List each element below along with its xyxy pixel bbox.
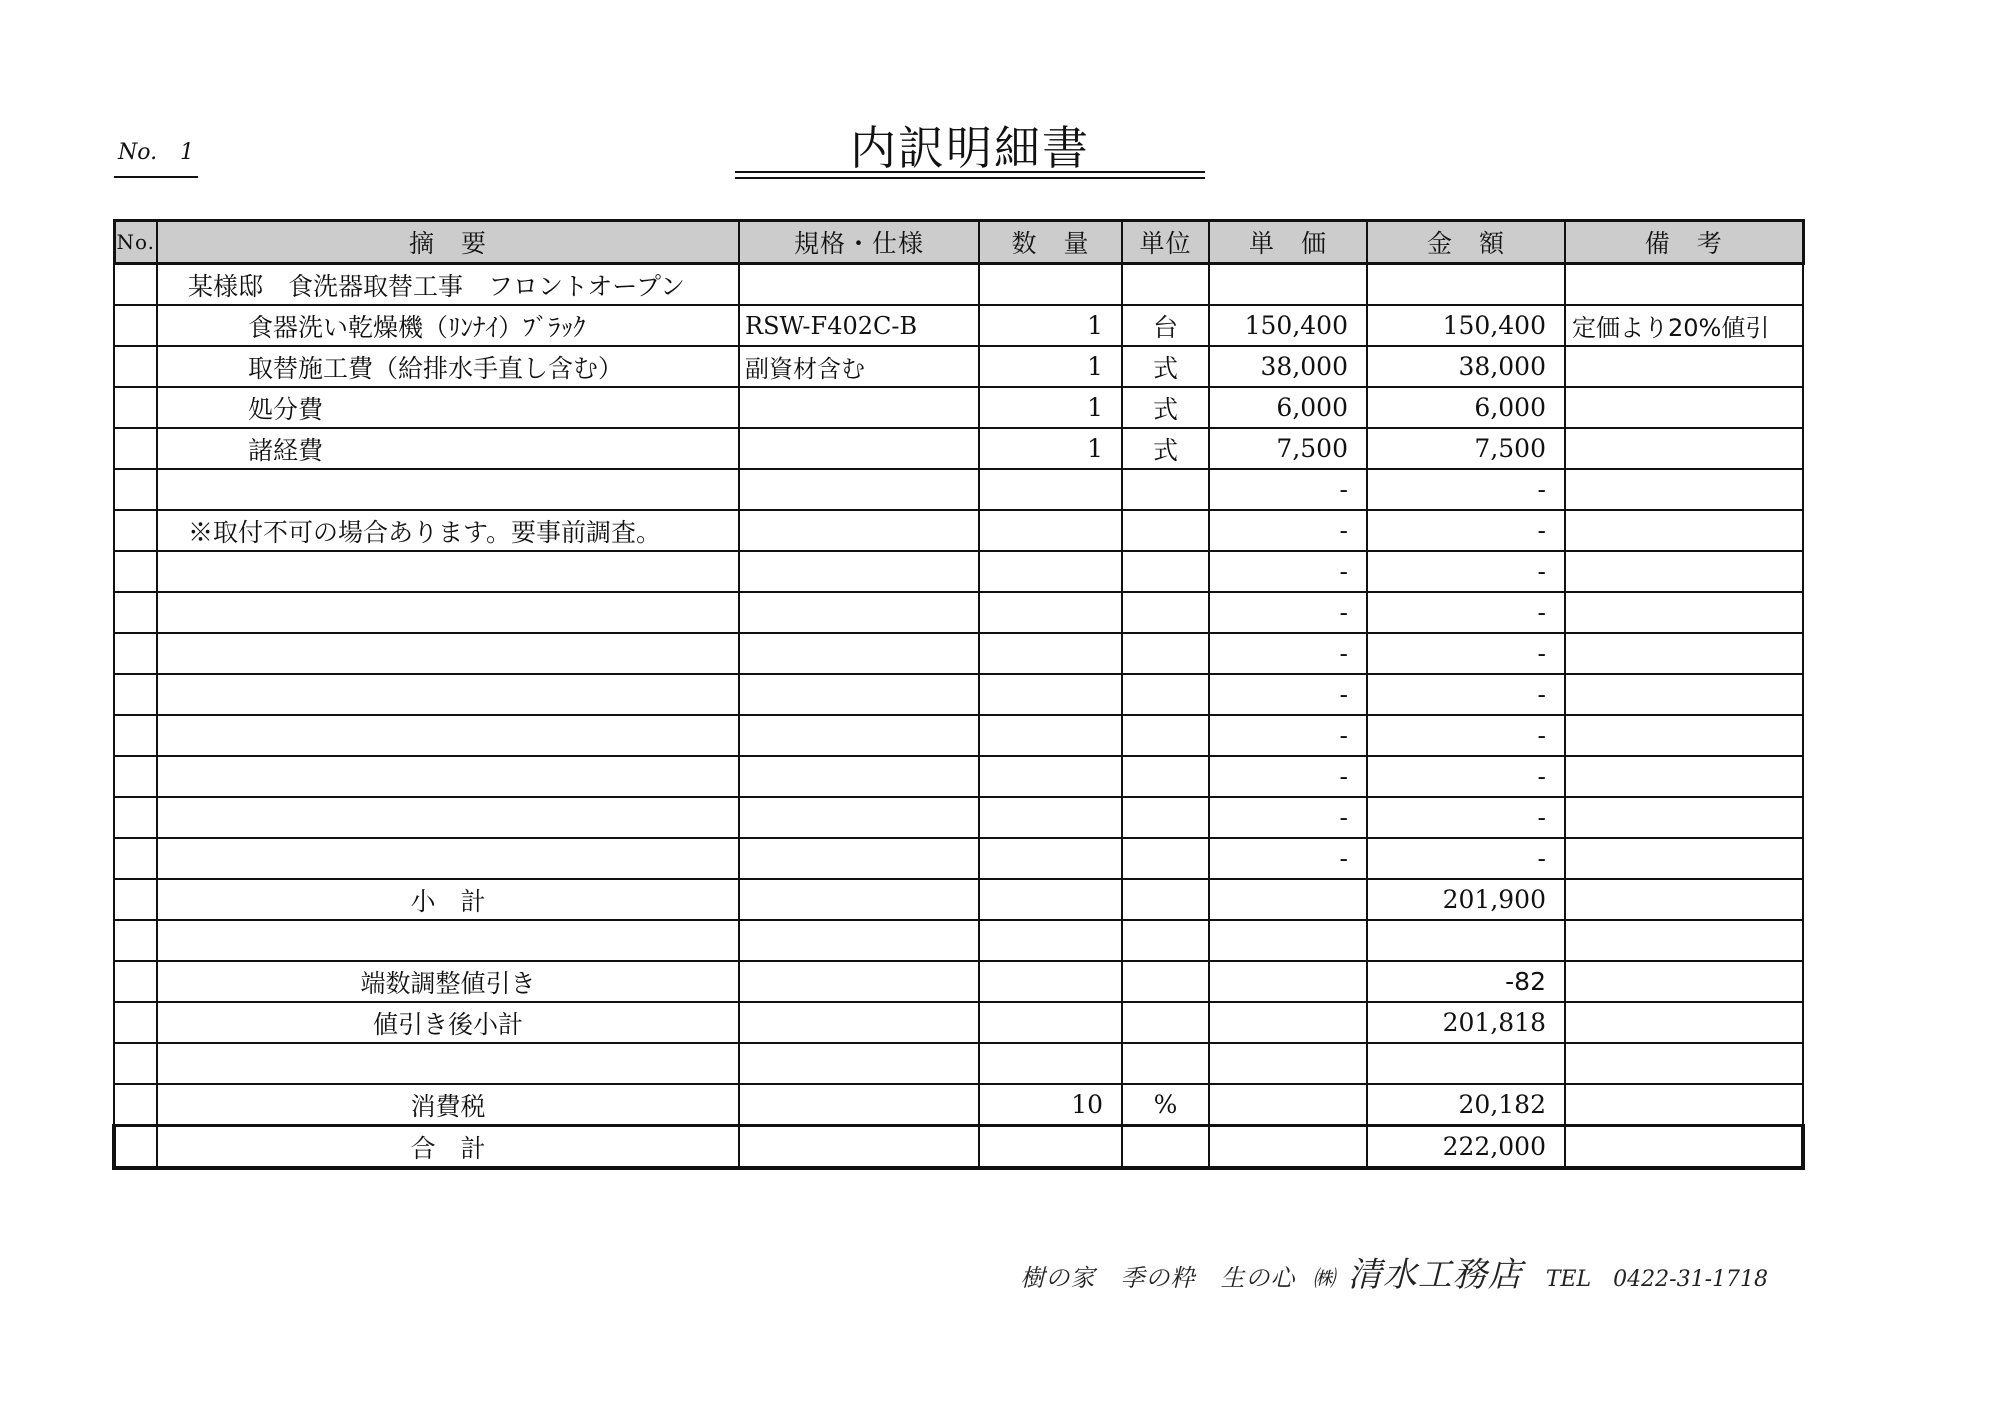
remarks-cell <box>1565 469 1803 510</box>
remarks-cell <box>1565 674 1803 715</box>
subtotal-label: 小 計 <box>157 879 739 920</box>
row-no-cell <box>114 633 157 674</box>
quantity-cell: 1 <box>979 387 1122 428</box>
header-description: 摘 要 <box>157 221 739 264</box>
document-number-label: No. <box>118 140 158 165</box>
unit-price-cell: - <box>1209 674 1367 715</box>
table-row <box>114 264 1803 306</box>
quantity-cell: 1 <box>979 346 1122 387</box>
spec-cell <box>739 674 979 715</box>
quantity-cell <box>979 797 1122 838</box>
unit-price-cell: - <box>1209 510 1367 551</box>
quantity-cell <box>979 674 1122 715</box>
unit-cell <box>1122 592 1209 633</box>
header-unit: 単位 <box>1122 221 1209 264</box>
spec-cell <box>739 428 979 469</box>
description-cell <box>157 592 739 633</box>
unit-cell <box>1122 633 1209 674</box>
quantity-cell <box>979 264 1122 306</box>
total-amount: 222,000 <box>1367 1126 1565 1169</box>
remarks-cell <box>1565 838 1803 879</box>
unit-price-cell: - <box>1209 592 1367 633</box>
amount-cell: - <box>1367 715 1565 756</box>
unit-cell <box>1122 797 1209 838</box>
rounding-discount-label: 端数調整値引き <box>157 961 739 1002</box>
blank-row <box>114 1043 1803 1084</box>
amount-cell: 150,400 <box>1367 305 1565 346</box>
amount-cell: - <box>1367 633 1565 674</box>
breakdown-table <box>112 219 1805 1170</box>
unit-price-cell: - <box>1209 756 1367 797</box>
spec-cell <box>739 756 979 797</box>
header-amount: 金 額 <box>1367 221 1565 264</box>
spec-cell <box>739 838 979 879</box>
description-cell <box>157 551 739 592</box>
table-row <box>114 510 1803 551</box>
table-header-row <box>114 221 1803 264</box>
unit-cell: 式 <box>1122 428 1209 469</box>
unit-cell <box>1122 756 1209 797</box>
description-cell: 某様邸 食洗器取替工事 フロントオープン <box>157 264 739 306</box>
amount-cell: - <box>1367 756 1565 797</box>
remarks-cell <box>1565 428 1803 469</box>
document-title: 内訳明細書 <box>850 121 1090 175</box>
title-underline-double <box>735 177 1205 179</box>
spec-cell <box>739 551 979 592</box>
blank-row <box>114 920 1803 961</box>
total-row <box>114 1126 1803 1169</box>
spec-cell <box>739 797 979 838</box>
row-no-cell <box>114 674 157 715</box>
row-no-cell <box>114 838 157 879</box>
unit-price-cell: - <box>1209 838 1367 879</box>
remarks-cell <box>1565 756 1803 797</box>
unit-price-cell: - <box>1209 797 1367 838</box>
unit-price-cell: - <box>1209 469 1367 510</box>
row-no-cell <box>114 469 157 510</box>
spec-cell: RSW-F402C-B <box>739 305 979 346</box>
remarks-cell <box>1565 387 1803 428</box>
unit-cell <box>1122 510 1209 551</box>
company-footer <box>1021 1247 1768 1296</box>
tax-amount: 20,182 <box>1367 1084 1565 1126</box>
row-no-cell <box>114 510 157 551</box>
unit-cell: 式 <box>1122 346 1209 387</box>
amount-cell: - <box>1367 510 1565 551</box>
quantity-cell <box>979 715 1122 756</box>
quantity-cell <box>979 756 1122 797</box>
rounding-discount-amount: -82 <box>1367 961 1565 1002</box>
table-row <box>114 387 1803 428</box>
header-unit-price: 単 価 <box>1209 221 1367 264</box>
unit-cell <box>1122 674 1209 715</box>
row-no-cell <box>114 305 157 346</box>
row-no-cell <box>114 264 157 306</box>
description-cell: ※取付不可の場合あります。要事前調査。 <box>157 510 739 551</box>
corporation-mark: ㈱ <box>1312 1267 1335 1292</box>
remarks-cell <box>1565 797 1803 838</box>
header-remarks: 備 考 <box>1565 221 1803 264</box>
remarks-cell <box>1565 551 1803 592</box>
unit-cell <box>1122 264 1209 306</box>
tax-label: 消費税 <box>157 1084 739 1126</box>
company-phone: TEL 0422-31-1718 <box>1545 1267 1768 1292</box>
quantity-cell <box>979 838 1122 879</box>
unit-cell <box>1122 838 1209 879</box>
table-row <box>114 469 1803 510</box>
remarks-cell <box>1565 264 1803 306</box>
subtotal-row <box>114 879 1803 920</box>
spec-cell <box>739 387 979 428</box>
table-row <box>114 674 1803 715</box>
unit-cell <box>1122 551 1209 592</box>
amount-cell <box>1367 264 1565 306</box>
remarks-cell <box>1565 510 1803 551</box>
after-discount-label: 値引き後小計 <box>157 1002 739 1043</box>
table-row <box>114 797 1803 838</box>
unit-cell: 台 <box>1122 305 1209 346</box>
spec-cell: 副資材含む <box>739 346 979 387</box>
row-no-cell <box>114 387 157 428</box>
unit-cell <box>1122 715 1209 756</box>
table-row <box>114 756 1803 797</box>
rounding-discount-row <box>114 961 1803 1002</box>
unit-price-cell: 6,000 <box>1209 387 1367 428</box>
after-discount-amount: 201,818 <box>1367 1002 1565 1043</box>
spec-cell <box>739 264 979 306</box>
row-no-cell <box>114 797 157 838</box>
table-row <box>114 838 1803 879</box>
header-spec: 規格・仕様 <box>739 221 979 264</box>
description-cell <box>157 797 739 838</box>
description-cell <box>157 838 739 879</box>
amount-cell: - <box>1367 674 1565 715</box>
quantity-cell <box>979 469 1122 510</box>
description-cell <box>157 674 739 715</box>
unit-cell <box>1122 469 1209 510</box>
table-row <box>114 305 1803 346</box>
row-no-cell <box>114 428 157 469</box>
table-row <box>114 551 1803 592</box>
description-cell: 食器洗い乾燥機（ﾘﾝﾅｲ）ﾌﾞﾗｯｸ <box>157 305 739 346</box>
description-cell <box>157 756 739 797</box>
description-cell <box>157 633 739 674</box>
amount-cell: - <box>1367 838 1565 879</box>
tax-row <box>114 1084 1803 1126</box>
subtotal-amount: 201,900 <box>1367 879 1565 920</box>
tax-unit: % <box>1122 1084 1209 1126</box>
header-no: No. <box>114 221 157 264</box>
amount-cell: 38,000 <box>1367 346 1565 387</box>
unit-price-cell: 150,400 <box>1209 305 1367 346</box>
table-row <box>114 428 1803 469</box>
remarks-cell <box>1565 592 1803 633</box>
table-row <box>114 715 1803 756</box>
description-cell <box>157 469 739 510</box>
table-row <box>114 592 1803 633</box>
unit-price-cell: 7,500 <box>1209 428 1367 469</box>
quantity-cell <box>979 551 1122 592</box>
quantity-cell <box>979 510 1122 551</box>
quantity-cell <box>979 592 1122 633</box>
tax-rate: 10 <box>979 1084 1122 1126</box>
spec-cell <box>739 469 979 510</box>
spec-cell <box>739 592 979 633</box>
company-motto: 樹の家 季の粋 生の心 <box>1020 1264 1296 1292</box>
company-name: 清水工務店 <box>1347 1255 1523 1295</box>
amount-cell: - <box>1367 592 1565 633</box>
quantity-cell: 1 <box>979 305 1122 346</box>
row-no-cell <box>114 756 157 797</box>
spec-cell <box>739 633 979 674</box>
unit-cell: 式 <box>1122 387 1209 428</box>
title-underline <box>735 171 1205 173</box>
document-number <box>114 136 198 178</box>
remarks-cell <box>1565 346 1803 387</box>
row-no-cell <box>114 551 157 592</box>
table-row <box>114 633 1803 674</box>
amount-cell: - <box>1367 551 1565 592</box>
remarks-cell: 定価より20%値引 <box>1565 305 1803 346</box>
quantity-cell <box>979 633 1122 674</box>
description-cell: 諸経費 <box>157 428 739 469</box>
unit-price-cell <box>1209 264 1367 306</box>
unit-price-cell: - <box>1209 551 1367 592</box>
header-quantity: 数 量 <box>979 221 1122 264</box>
total-label: 合 計 <box>157 1126 739 1169</box>
quantity-cell: 1 <box>979 428 1122 469</box>
amount-cell: 7,500 <box>1367 428 1565 469</box>
table-row <box>114 346 1803 387</box>
spec-cell <box>739 715 979 756</box>
amount-cell: - <box>1367 797 1565 838</box>
unit-price-cell: - <box>1209 633 1367 674</box>
amount-cell: - <box>1367 469 1565 510</box>
description-cell: 処分費 <box>157 387 739 428</box>
document-number-value: 1 <box>180 140 194 165</box>
spec-cell <box>739 510 979 551</box>
description-cell <box>157 715 739 756</box>
amount-cell: 6,000 <box>1367 387 1565 428</box>
row-no-cell <box>114 715 157 756</box>
unit-price-cell: 38,000 <box>1209 346 1367 387</box>
remarks-cell <box>1565 715 1803 756</box>
row-no-cell <box>114 592 157 633</box>
row-no-cell <box>114 346 157 387</box>
after-discount-row <box>114 1002 1803 1043</box>
description-cell: 取替施工費（給排水手直し含む） <box>157 346 739 387</box>
remarks-cell <box>1565 633 1803 674</box>
unit-price-cell: - <box>1209 715 1367 756</box>
